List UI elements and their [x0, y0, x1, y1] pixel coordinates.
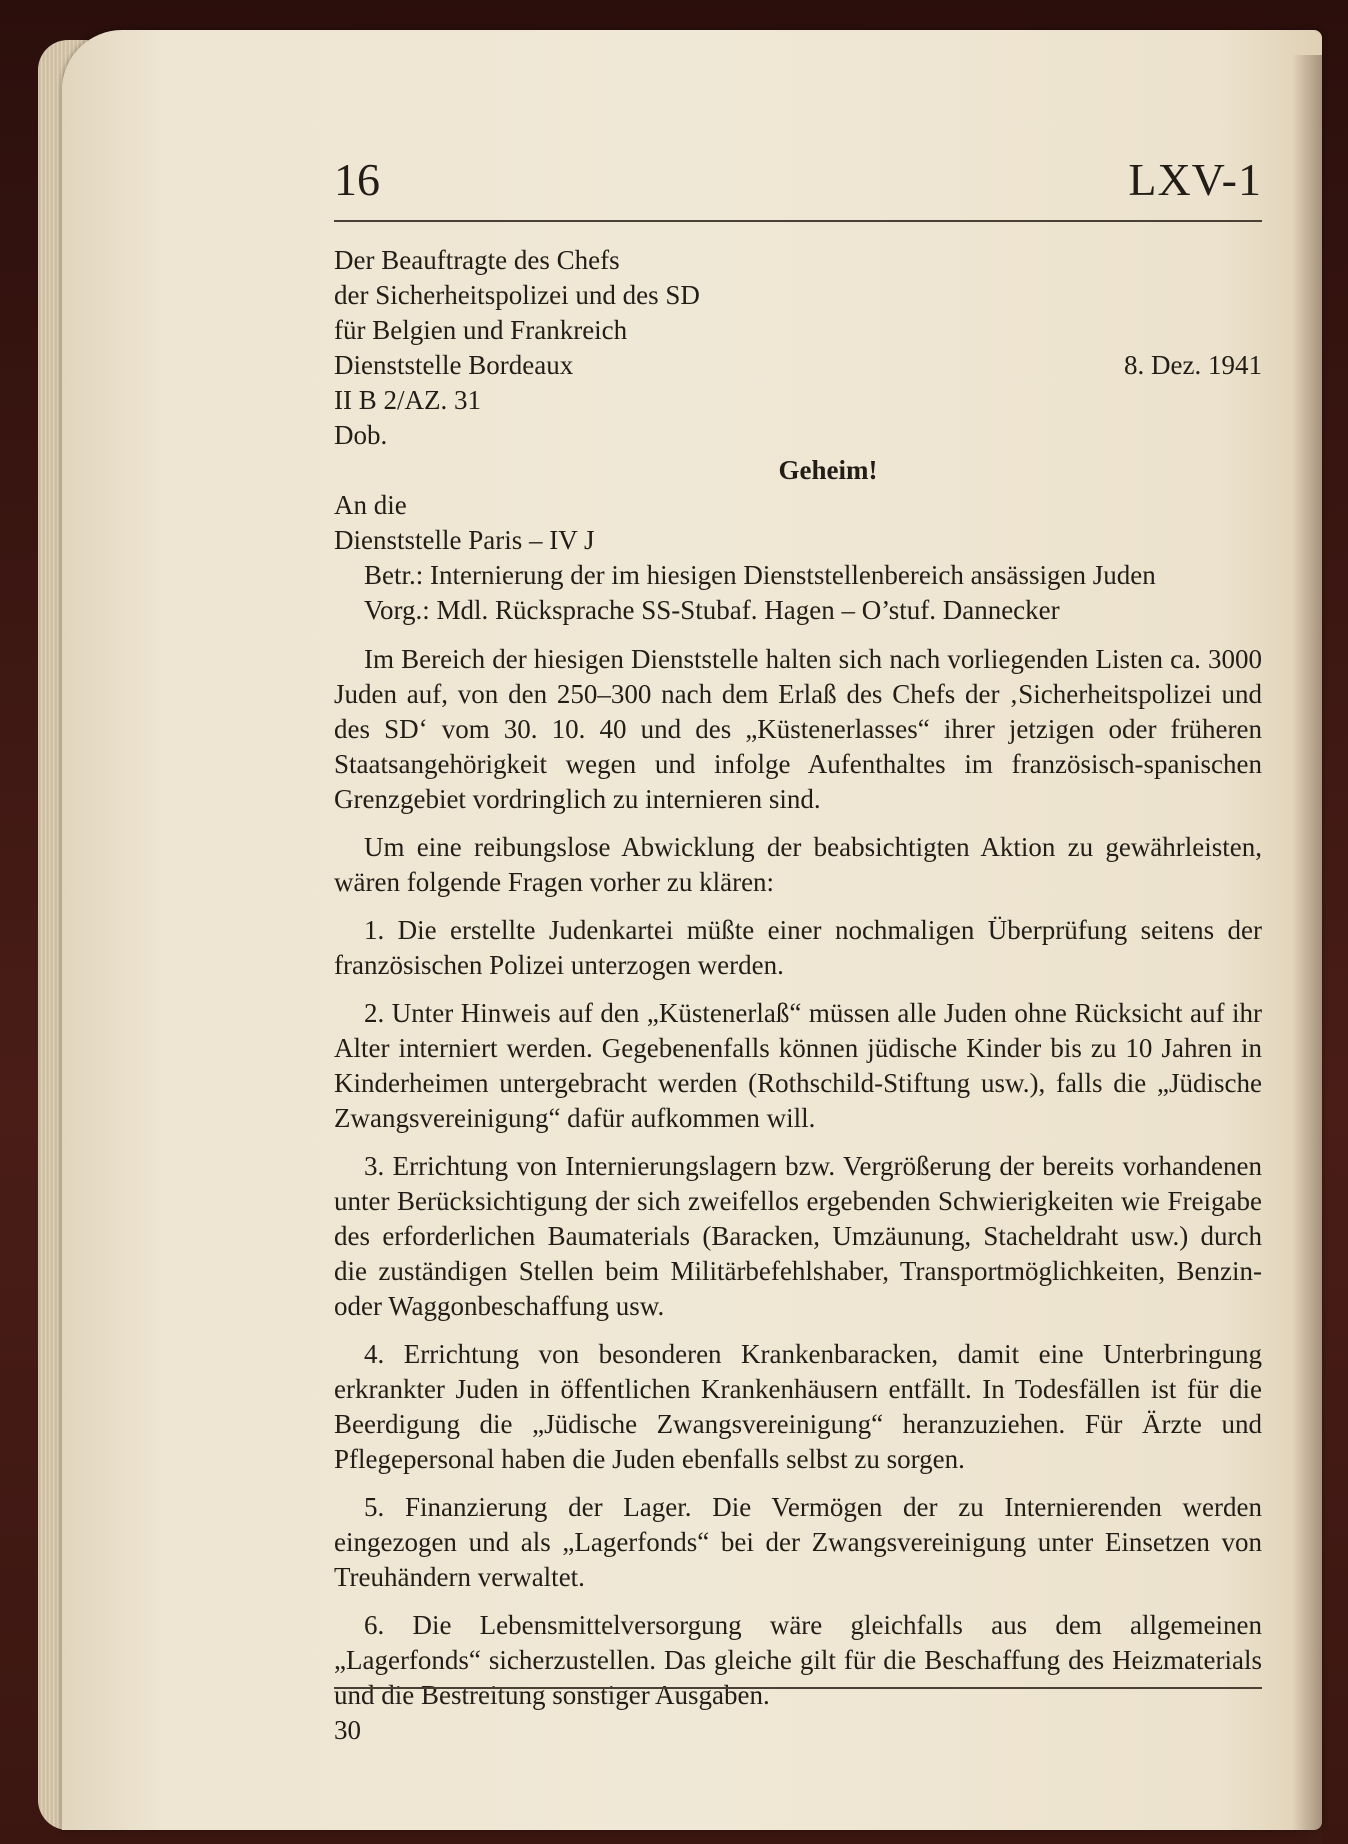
- list-item: 1. Die erstellte Judenkartei müßte einer nochmaligen Überprüfung seitens der französischen Polizei unterzogen werden.: [334, 915, 1262, 980]
- recipient-line: An die: [334, 490, 407, 520]
- classification-mark: Geheim!: [778, 455, 878, 485]
- sender-reference: II B 2/AZ. 31: [334, 385, 481, 415]
- header-document-code: LXV-1: [1128, 154, 1262, 205]
- footer-page-number: 30: [334, 1715, 361, 1745]
- list-item: 6. Die Lebensmittelversorgung wäre gleichfalls aus dem allgemeinen „Lagerfonds“ sicherzustellen. Das gleiche gilt für die Beschaffung des Heizmaterials und die Bestreitung sonstiger Ausgaben.: [334, 1610, 1262, 1710]
- footer-rule: [334, 1687, 1262, 1689]
- gutter-shadow: [1292, 55, 1322, 1844]
- list-item: 3. Errichtung von Internierungslagern bzw. Vergrößerung der bereits vorhandenen unter Berücksichtigung der sich zweifellos ergebenden Schwierigkeiten wie Freigabe des erforderlichen Baumaterials (Baracken, Umzäunung, Stacheldraht usw.) durch die zuständigen Stellen beim Militärbefehlshaber, Transportmöglichkeiten, Benzin- oder Waggonbeschaffung usw.: [334, 1151, 1262, 1321]
- sender-line: für Belgien und Frankreich: [334, 315, 628, 345]
- running-head: [334, 150, 1262, 210]
- letter-date: 8. Dez. 1941: [1124, 350, 1262, 380]
- list-item: 4. Errichtung von besonderen Krankenbaracken, damit eine Unterbringung erkrankter Juden in öffentlichen Krankenhäusern entfällt. In Todesfällen ist für die Beerdigung die „Jüdische Zwangsvereinigung“ heranzuziehen. Für Ärzte und Pflegepersonal haben die Juden ebenfalls selbst zu sorgen.: [334, 1339, 1262, 1474]
- sender-office-line: [334, 348, 1262, 383]
- subject-line: Betr.: Internierung der im hiesigen Dienststellenbereich ansässigen Juden: [364, 560, 1156, 590]
- book-page: [62, 30, 1322, 1830]
- list-item: 2. Unter Hinweis auf den „Küstenerlaß“ müssen alle Juden ohne Rücksicht auf ihr Alter interniert werden. Gegebenenfalls können jüdische Kinder bis zu 10 Jahren in Kinderheimen untergebracht werden (Rothschild-Stiftung usw.), falls die „Jüdische Zwangsvereinigung“ dafür aufkommen will.: [334, 998, 1262, 1133]
- header-page-number: 16: [334, 154, 380, 205]
- sender-line: der Sicherheitspolizei und des SD: [334, 280, 700, 310]
- sender-line: Der Beauftragte des Chefs: [334, 245, 620, 275]
- reference-line: Vorg.: Mdl. Rücksprache SS-Stubaf. Hagen – O’stuf. Dannecker: [364, 595, 1060, 625]
- paragraph: Um eine reibungslose Abwicklung der beabsichtigten Aktion zu gewährleisten, wären folgende Fragen vorher zu klären:: [334, 832, 1262, 897]
- sender-initials: Dob.: [334, 420, 388, 450]
- header-rule: [334, 220, 1262, 222]
- paragraph: Im Bereich der hiesigen Dienststelle halten sich nach vorliegenden Listen ca. 3000 Juden auf, von den 250–300 nach dem Erlaß des Chefs der ‚Sicherheitspolizei und des SD‘ vom 30. 10. 40 und des „Küstenerlasses“ ihrer jetzigen oder früheren Staatsangehörigkeit wegen und infolge Aufenthaltes im französisch-spanischen Grenzgebiet vordringlich zu internieren sind.: [334, 644, 1262, 814]
- recipient-line: Dienststelle Paris – IV J: [334, 525, 595, 555]
- sender-office: Dienststelle Bordeaux: [334, 350, 574, 380]
- list-item: 5. Finanzierung der Lager. Die Vermögen der zu Internierenden werden eingezogen und als „Lagerfonds“ bei der Zwangsvereinigung unter Einsetzen von Treuhändern verwaltet.: [334, 1492, 1262, 1592]
- letter-body: [334, 243, 1262, 1713]
